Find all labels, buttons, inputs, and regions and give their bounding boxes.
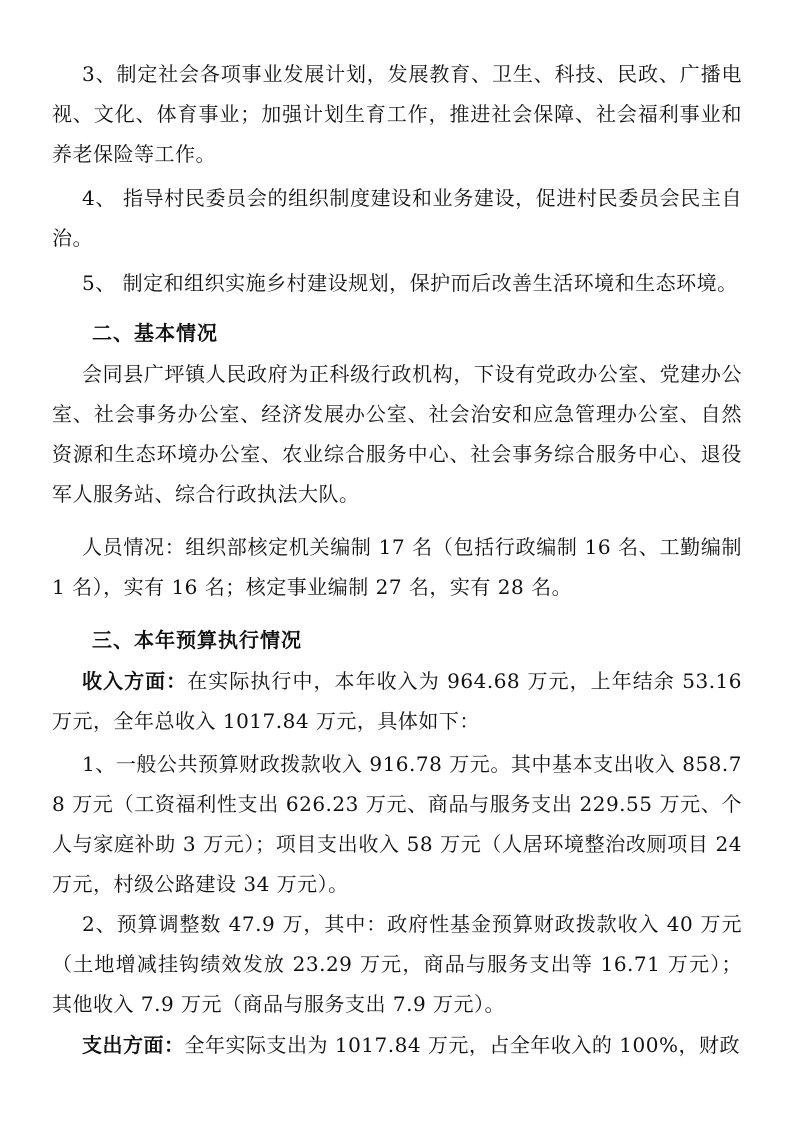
- duty-item-4: 4、 指导村民委员会的组织制度建设和业务建设，促进村民委员会民主自治。: [52, 186, 742, 250]
- basic-info-paragraph: 会同县广坪镇人民政府为正科级行政机构，下设有党政办公室、党建办公室、社会事务办公室、经济发展办公室、社会治安和应急管理办公室、自然资源和生态环境办公室、农业综合服务中心、社会事务综合服务中心、退役军人服务站、综合行政执法大队。: [52, 362, 742, 506]
- section-heading-budget-execution: 三、本年预算执行情况: [92, 628, 302, 652]
- expense-paragraph: [52, 1025, 742, 1065]
- expense-text: 全年实际支出为 1017.84 万元，占全年收入的 100%，财政: [184, 1033, 740, 1057]
- section-heading-basic-info: 二、基本情况: [92, 321, 218, 345]
- income-item-1: 1、一般公共预算财政拨款收入 916.78 万元。其中基本支出收入 858.78 万元（工资福利性支出 626.23 万元、商品与服务支出 229.55 万元、个人与家庭补助 3 万元）；项目支出收入 58 万元（人居环境整治改厕项目 24 万元，村级公路建设 34 万元）。: [52, 752, 742, 896]
- income-text: 在实际执行中，本年收入为 964.68 万元，上年结余 53.16 万元，全年总收入 1017.84 万元，具体如下：: [52, 669, 743, 733]
- staffing-paragraph: 人员情况：组织部核定机关编制 17 名（包括行政编制 16 名、工勤编制 1 名），实有 16 名；核定事业编制 27 名，实有 28 名。: [52, 535, 742, 599]
- income-lead: 收入方面：: [82, 669, 188, 693]
- income-item-2: 2、预算调整数 47.9 万，其中：政府性基金预算财政拨款收入 40 万元（土地增减挂钩绩效发放 23.29 万元，商品与服务支出等 16.71 万元）；其他收入 7.9 万元（商品与服务支出 7.9 万元）。: [52, 912, 742, 1016]
- income-paragraph: [52, 661, 742, 741]
- duty-item-5: 5、 制定和组织实施乡村建设规划，保护而后改善生活环境和生态环境。: [82, 271, 738, 295]
- duty-item-3: 3、制定社会各项事业发展计划，发展教育、卫生、科技、民政、广播电视、文化、体育事业；加强计划生育工作，推进社会保障、社会福利事业和养老保险等工作。: [52, 62, 742, 166]
- expense-lead: 支出方面：: [82, 1033, 185, 1057]
